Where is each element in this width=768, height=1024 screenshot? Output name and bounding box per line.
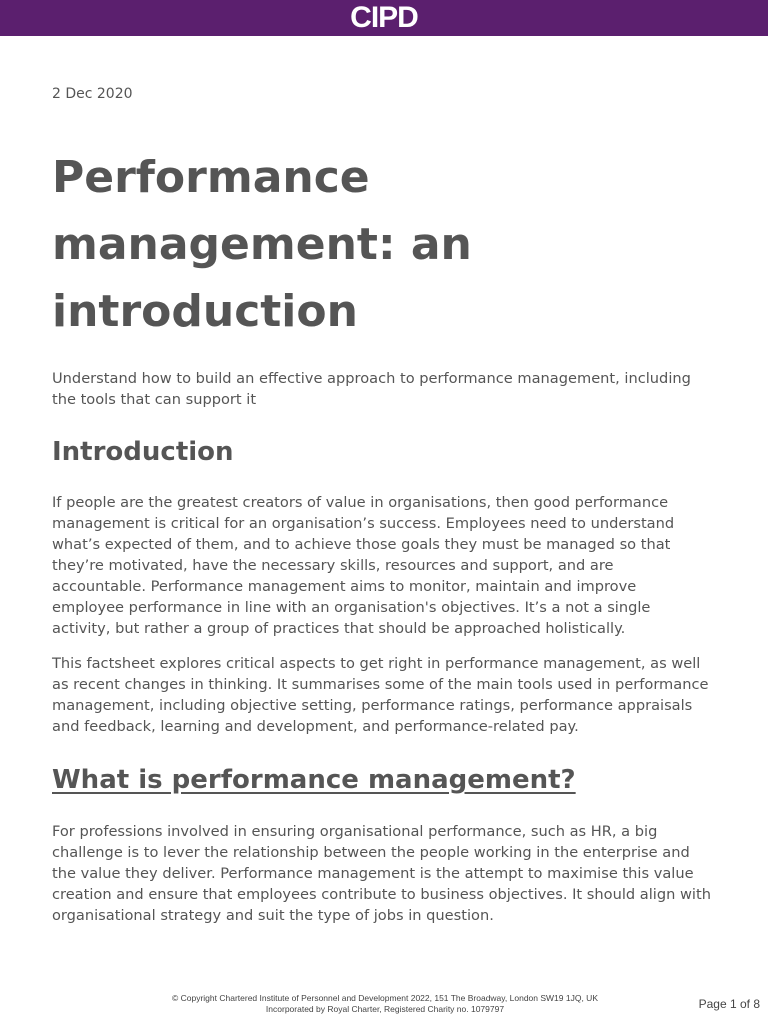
publish-date: 2 Dec 2020 (52, 86, 133, 102)
footer-copyright (100, 993, 670, 1015)
what-is-pm-paragraph: For professions involved in ensuring organisational performance, such as HR, a big challenge is to lever the relationship between the people working in the enterprise and the value they deliver. Performance management is the attempt to maximise this value creation and ensure that employees contribute to business objectives. It should align with organisational strategy and suit the type of jobs in question. (52, 823, 711, 924)
cipd-logo[interactable]: CIPD (350, 1, 418, 34)
intro-paragraph-2: This factsheet explores critical aspects to get right in performance management, as well as recent changes in thinking. It summarises some of the main tools used in performance management, including objective setting, performance ratings, performance appraisals and feedback, learning and development, and performance-related pay. (52, 655, 709, 735)
section-heading-what-is-pm[interactable]: What is performance management? (52, 765, 576, 795)
section-heading-introduction: Introduction (52, 437, 234, 467)
page-number: Page 1 of 8 (698, 997, 760, 1011)
intro-paragraph-1: If people are the greatest creators of value in organisations, then good performance management is critical for an organisation’s success. Employees need to understand what’s expected of them, and to achieve those goals they must be managed so that they’re motivated, have the necessary skills, resources and support, and are accountable. Performance management aims to monitor, maintain and improve employee performance in line with an organisation's objectives. It’s a not a single activity, but rather a group of practices that should be approached holistically. (52, 494, 675, 637)
page-title: Performance management: an introduction (52, 152, 472, 337)
footer-line-1: © Copyright Chartered Institute of Personnel and Development 2022, 151 The Broadway, London SW19 1JQ, UK (171, 993, 598, 1003)
footer-line-2: Incorporated by Royal Charter, Registered Charity no. 1079797 (265, 1004, 505, 1014)
header-bar (0, 0, 768, 36)
page-summary: Understand how to build an effective approach to performance management, including the tools that can support it (52, 370, 691, 408)
